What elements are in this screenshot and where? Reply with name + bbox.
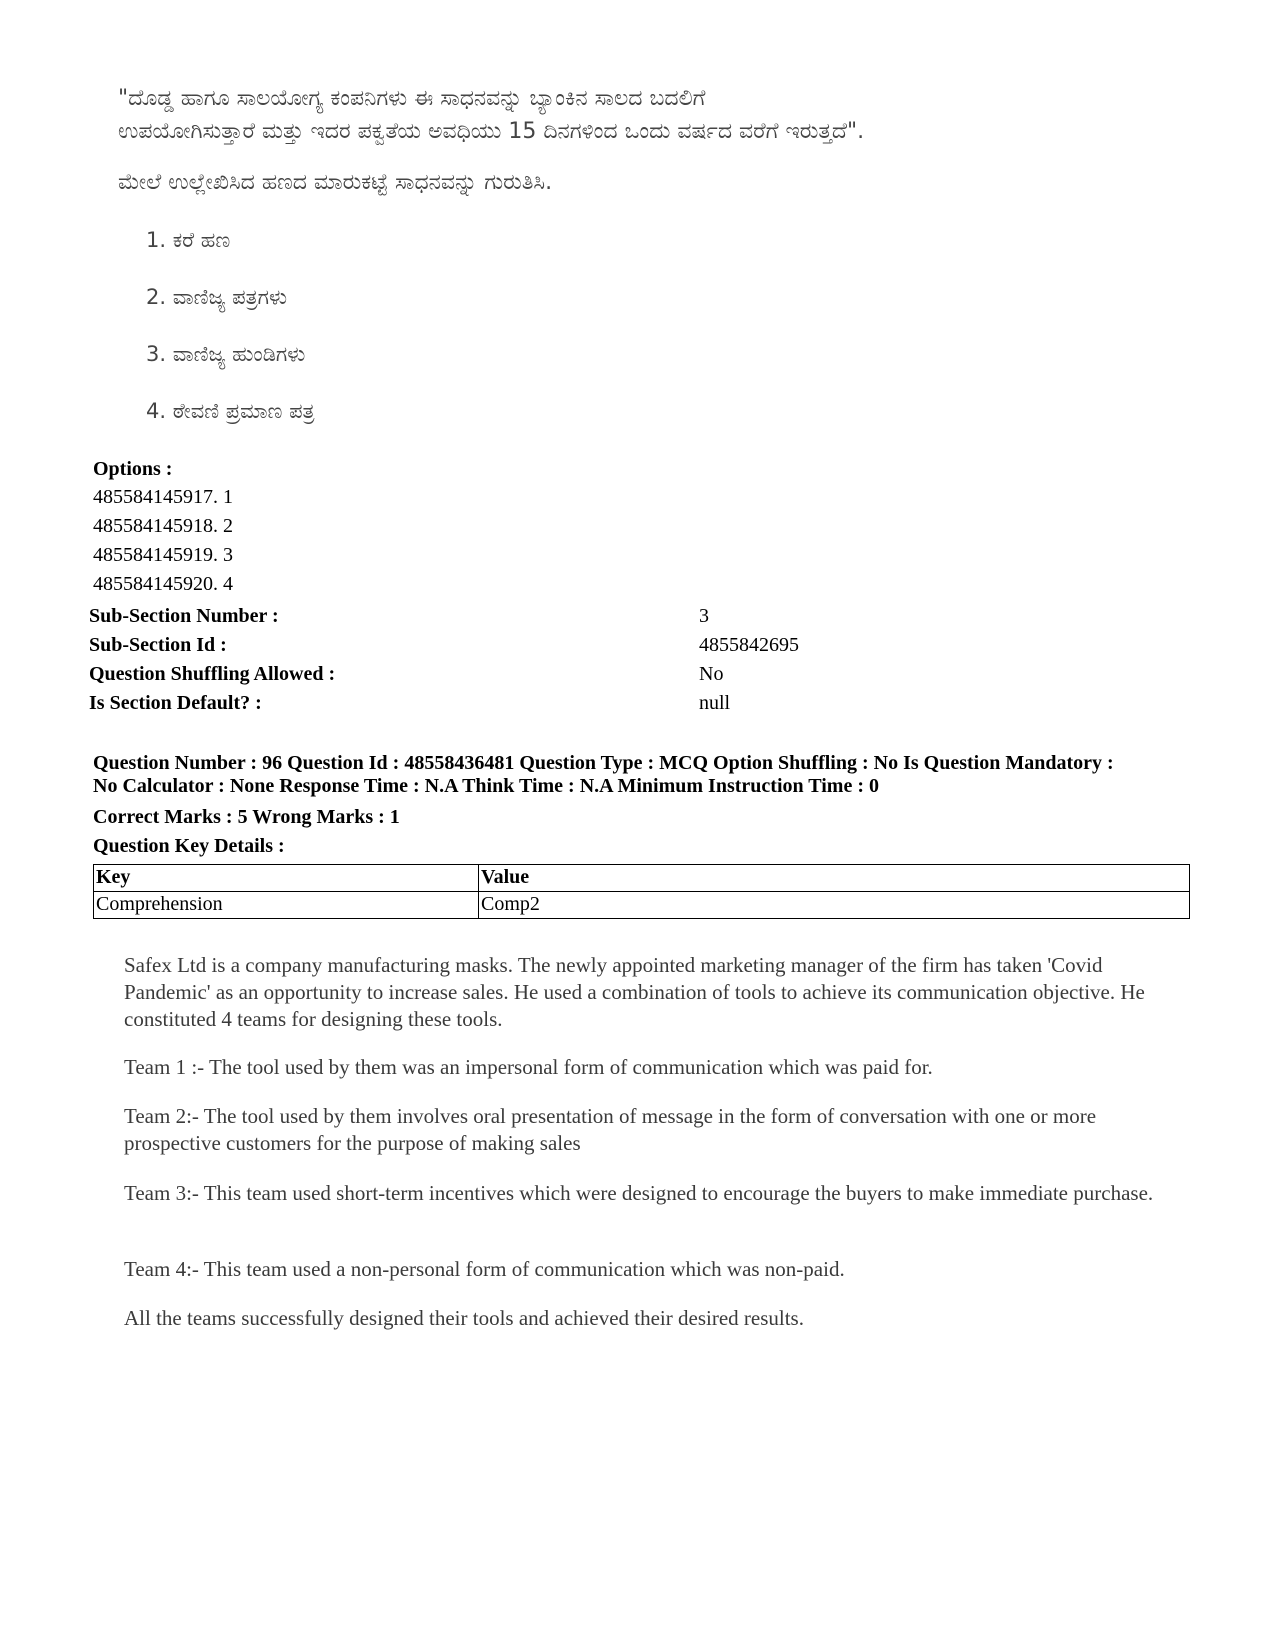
comprehension-team-4: Team 4:- This team used a non-personal form of communication which was non-paid. (124, 1257, 845, 1281)
kannada-question-text (118, 82, 1238, 148)
subsection-number-value: 3 (699, 605, 709, 627)
option-item: 485584145918. 2 (93, 515, 233, 537)
comprehension-team-1: Team 1 :- The tool used by them was an impersonal form of communication which was paid for. (124, 1055, 933, 1079)
kannada-choice-1: 1. ಕರೆ ಹಣ (146, 228, 231, 252)
comprehension-intro: Safex Ltd is a company manufacturing masks. The newly appointed marketing manager of the firm has taken 'Covid Pandemic' as an opportunity to increase sales. He used a combination of tools to achieve its communication objective. He constituted 4 teams for designing these tools. (124, 953, 1145, 1031)
subsection-number-label: Sub-Section Number : (89, 605, 279, 627)
table-cell-value: Comp2 (479, 892, 1190, 919)
kannada-choice-4: 4. ಠೇವಣಿ ಪ್ರಮಾಣ ಪತ್ರ (146, 399, 315, 423)
options-label: Options : (93, 458, 173, 480)
kannada-question-line-2: ಉಪಯೋಗಿಸುತ್ತಾರೆ ಮತ್ತು ಇದರ ಪಕ್ವತೆಯ ಅವಧಿಯು 15 ದಿನಗಳಿಂದ ಒಂದು ವರ್ಷದ ವರೆಗೆ ಇರುತ್ತದೆ". (118, 119, 865, 144)
key-value-table (93, 864, 1190, 919)
table-header-key: Key (94, 865, 479, 892)
question-shuffling-label: Question Shuffling Allowed : (89, 663, 336, 685)
question-header-line-2: No Calculator : None Response Time : N.A Think Time : N.A Minimum Instruction Time : 0 (93, 775, 879, 797)
comprehension-team-2: Team 2:- The tool used by them involves oral presentation of message in the form of conversation with one or more prospective customers for the purpose of making sales (124, 1104, 1097, 1155)
question-key-details-label: Question Key Details : (93, 835, 285, 857)
option-item: 485584145919. 3 (93, 544, 233, 566)
kannada-choice-2: 2. ವಾಣಿಜ್ಯ ಪತ್ರಗಳು (146, 285, 288, 309)
comprehension-team-3: Team 3:- This team used short-term incentives which were designed to encourage the buyers to make immediate purchase. (124, 1181, 1154, 1205)
subsection-id-label: Sub-Section Id : (89, 634, 227, 656)
table-header-value: Value (479, 865, 1190, 892)
table-header-row (94, 865, 1190, 892)
option-item: 485584145920. 4 (93, 573, 233, 595)
comprehension-conclusion: All the teams successfully designed their tools and achieved their desired results. (124, 1306, 804, 1330)
kannada-choice-3: 3. ವಾಣಿಜ್ಯ ಹುಂಡಿಗಳು (146, 342, 306, 366)
question-shuffling-value: No (699, 663, 724, 685)
table-row (94, 892, 1190, 919)
option-item: 485584145917. 1 (93, 486, 233, 508)
question-header-line-1: Question Number : 96 Question Id : 48558436481 Question Type : MCQ Option Shuffling : No Is Question Mandatory : (93, 752, 1114, 774)
kannada-instruction: ಮೇಲೆ ಉಲ್ಲೇಖಿಸಿದ ಹಣದ ಮಾರುಕಟ್ಟೆ ಸಾಧನವನ್ನು ಗುರುತಿಸಿ. (118, 170, 553, 195)
question-header (93, 752, 1203, 798)
table-cell-key: Comprehension (94, 892, 479, 919)
section-default-label: Is Section Default? : (89, 692, 262, 714)
marks-line: Correct Marks : 5 Wrong Marks : 1 (93, 806, 400, 828)
section-default-value: null (699, 692, 731, 714)
subsection-id-value: 4855842695 (699, 634, 799, 656)
kannada-question-line-1: "ದೊಡ್ಡ ಹಾಗೂ ಸಾಲಯೋಗ್ಯ ಕಂಪನಿಗಳು ಈ ಸಾಧನವನ್ನು ಬ್ಯಾಂಕಿನ ಸಾಲದ ಬದಲಿಗೆ (118, 86, 706, 111)
